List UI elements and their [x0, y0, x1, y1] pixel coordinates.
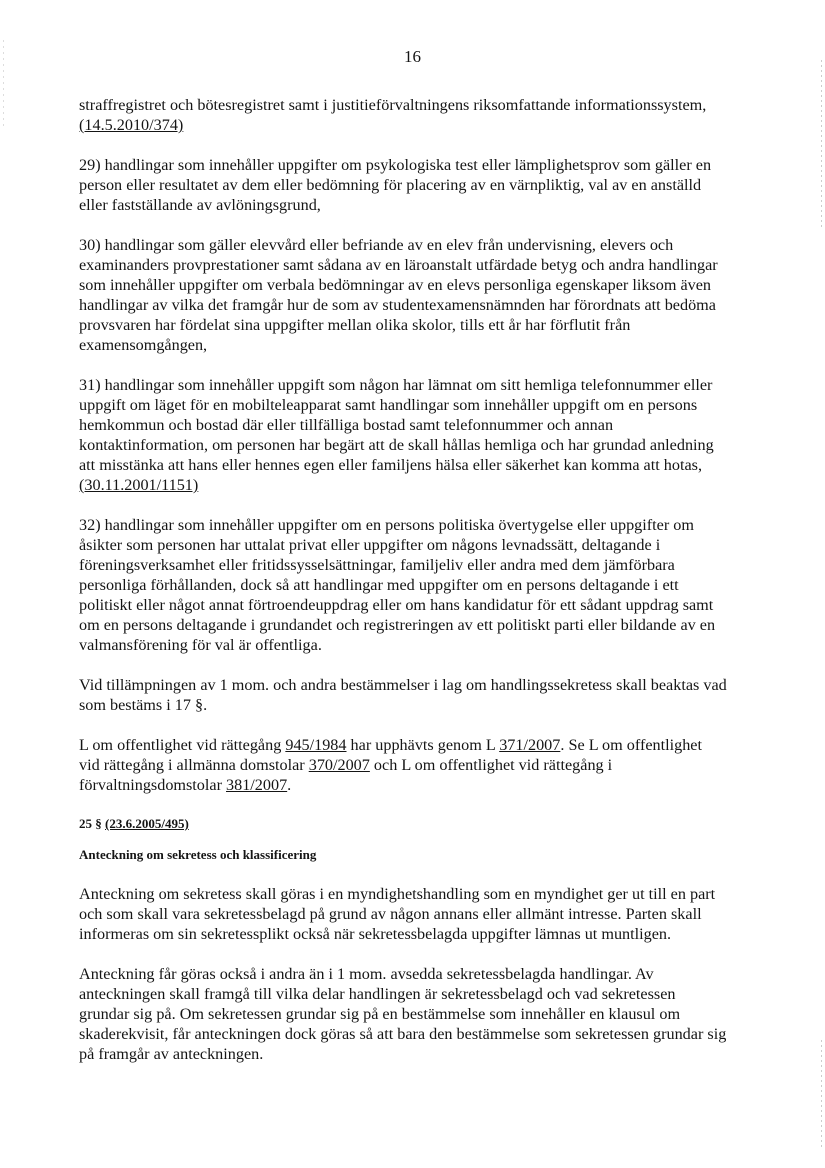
paragraph-text: 29) handlingar som innehåller uppgifter om psykologiska test eller lämplighetsprov som gäller en person eller resultatet av dem eller bedömning för placering av en värnpliktig, val av en anställd eller fastställande av avlöningsgrund, — [79, 156, 712, 214]
section-title: Anteckning om sekretess och klassificering — [79, 847, 317, 862]
paragraph-item-31 — [79, 375, 759, 495]
law-note-paragraph — [79, 735, 759, 795]
section-label: 25 § — [79, 816, 105, 831]
paragraph-text: 31) handlingar som innehåller uppgift som någon har lämnat om sitt hemliga telefonnummer eller uppgift om läget för en mobilteleapparat samt handlingar som innehåller uppgift om en persons hemkommun och bostad där eller tillfälliga bostad samt telefonnummer och annan kontaktinformation, om personen har begärt att de skall hållas hemliga och har grundad anledning att misstänka att hans eller hennes egen eller familjens hälsa eller säkerhet kan komma att hotas, — [79, 376, 714, 474]
law-reference-link[interactable]: 381/2007 — [226, 776, 288, 794]
law-note-text: . — [287, 776, 292, 794]
law-note-text: har upphävts genom L — [346, 736, 500, 754]
paragraph-item-32 — [79, 515, 759, 655]
section-heading — [79, 815, 759, 833]
paragraph-text: 30) handlingar som gäller elevvård eller befriande av en elev från undervisning, elevers och examinanders provprestationer samt sådana av en läroanstalt utfärdade betyg och andra handlingar som innehåller uppgifter om verbala bedömningar av en elevs personliga egenskaper liksom även handlingar av vilka det framgår hur de som av studentexamensnämnden har förordnats att bedöma provsvaren har fördelat sina uppgifter mellan olika skolor, tills ett år har förflutit från examensomgången, — [79, 236, 718, 354]
page-number: 16 — [404, 47, 421, 66]
law-reference-link[interactable]: 945/1984 — [285, 736, 347, 754]
paragraph-text: 32) handlingar som innehåller uppgifter om en persons politiska övertygelse eller uppgifter om åsikter som personen har uttalat privat eller uppgifter om någons levnadssätt, deltagande i föreningsverksamhet eller fritidssysselsättningar, familjeliv eller andra med dem jämförbara personliga förhållanden, dock så att handlingar med uppgifter om en persons deltagande i ett politiskt eller något annat förtroendeuppdrag eller om hans kandidatur för ett sådant uppdrag samt om en persons deltagande i grundandet och registreringen av ett politiskt parti eller bildande av en valmansförening för val är offentliga. — [79, 516, 716, 654]
closing-paragraph: Anteckning får göras också i andra än i 1 mom. avsedda sekretessbelagda handlingar. Av anteckningen skall framgå till vilka delar handlingen är sekretessbelagd och vad sekretessen grundar sig på. Om sekretessen grundar sig på en bestämmelse som innehåller en klausul om skaderekvisit, får anteckningen dock göras så att bara den bestämmelse som sekretessen grundar sig på framgår av anteckningen. — [79, 965, 727, 1063]
law-note-text: och L om offentlighet vid rättegång i förvaltningsdomstolar — [79, 756, 613, 794]
amendment-reference[interactable]: (14.5.2010/374) — [79, 116, 184, 134]
amendment-reference[interactable]: (30.11.2001/1151) — [79, 476, 199, 494]
scan-edge-mark — [821, 1040, 822, 1150]
paragraph-continuation — [79, 95, 759, 135]
paragraph-item-30 — [79, 235, 759, 355]
paragraph-application-note — [79, 675, 759, 715]
law-note-text: . Se L om offentlighet vid rättegång i allmänna domstolar — [79, 736, 702, 774]
law-reference-link[interactable]: 370/2007 — [308, 756, 370, 774]
law-reference-link[interactable]: 371/2007 — [499, 736, 561, 754]
law-note-text: L om offentlighet vid rättegång — [79, 736, 286, 754]
scan-edge-mark — [821, 60, 822, 230]
paragraph-text: straffregistret och bötesregistret samt i justitieförvaltningens riksomfattande informationssystem, — [79, 96, 707, 114]
paragraph-item-29 — [79, 155, 759, 215]
section-amendment-reference[interactable]: (23.6.2005/495) — [105, 816, 189, 831]
paragraph-text: Vid tillämpningen av 1 mom. och andra bestämmelser i lag om handlingssekretess skall beaktas vad som bestäms i 17 §. — [79, 676, 727, 714]
closing-paragraph: Anteckning om sekretess skall göras i en myndighetshandling som en myndighet ger ut till en part och som skall vara sekretessbelagd på grund av någon annans eller allmänt intresse. Parten skall informeras om sin sekretessplikt också när sekretessbelagda uppgifter lämnas ut muntligen. — [79, 885, 716, 943]
document-body — [79, 95, 759, 1084]
